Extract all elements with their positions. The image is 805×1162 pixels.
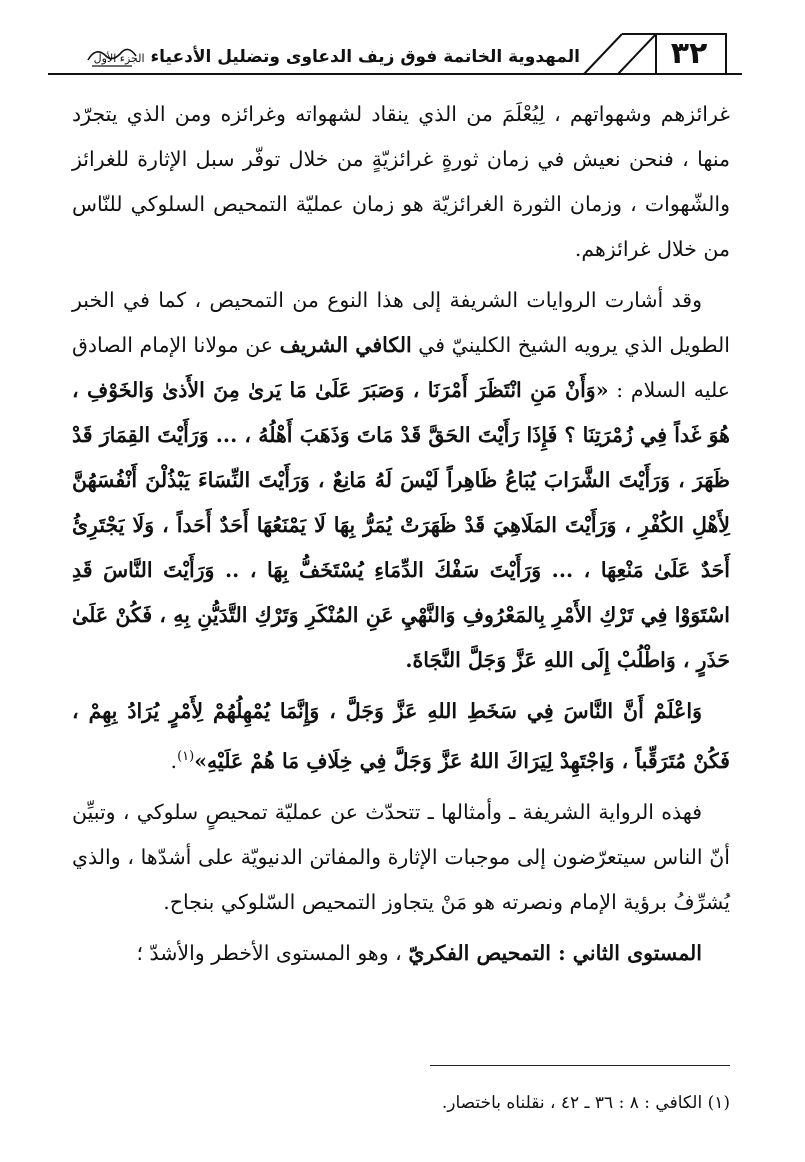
hadith-quote: «وَأَنْ مَنِ انْتَظَرَ أَمْرَنَا ، وَصَبَرَ عَلَىٰ مَا يَرىٰ مِنَ الأَذىٰ وَالخَوْفِ ، هُوَ غَداً فِي زُمْرَتِنَا ؟ فَإِذَا رَأَيْتَ الحَقَّ قَدْ مَاتَ وَذَهَبَ أَهْلُهُ ، ... وَرَأَيْتَ القِمَارَ قَدْ ظَهَرَ ، وَرَأَيْتَ الشَّرَابَ يُبَاعُ ظَاهِراً لَيْسَ لَهُ مَانِعٌ ، وَرَأَيْتَ النِّسَاءَ يَبْذُلْنَ أَنْفُسَهُنَّ لِأَهْلِ الكُفْرِ ، وَرَأَيْتَ المَلَاهِيَ قَدْ ظَهَرَتْ يُمَرُّ بِهَا لَا يَمْنَعُهَا أَحَدٌ أَحَداً ، وَلَا يَجْتَرِئُ أَحَدٌ عَلَىٰ مَنْعِهَا ، ... وَرَأَيْتَ سَفْكَ الدِّمَاءِ يُسْتَخَفُّ بِهَا ، .. وَرَأَيْتَ النَّاسَ قَدِ اسْتَوَوْا فِي تَرْكِ الأَمْرِ بِالمَعْرُوفِ وَالنَّهْيِ عَنِ المُنْكَرِ وَتَرْكِ التَّدَيُّنِ بِهِ ، فَكُنْ عَلَىٰ حَذَرٍ ، وَاطْلُبْ إِلَى اللهِ عَزَّ وَجَلَّ النَّجَاةَ. bbox=[72, 378, 730, 672]
hadith-quote-continued: وَاعْلَمْ أَنَّ النَّاسَ فِي سَخَطِ اللهِ عَزَّ وَجَلَّ ، وَإِنَّمَا يُمْهِلُهُمْ لِأَمْرٍ يُرَادُ بِهِمْ ، فَكُنْ مُتَرَقِّباً ، وَاجْتَهِدْ لِيَرَاكَ اللهُ عَزَّ وَجَلَّ فِي خِلَافِ مَا هُمْ عَلَيْهِ» bbox=[72, 699, 730, 773]
paragraph-1: غرائزهم وشهواتهم ، لِيُعْلَمَ من الذي ينقاد لشهواته وغرائزه ومن الذي يتجرّد منها ، فنحن نعيش في زمان ثورةٍ غرائزيّةٍ من خلال توفّر سبل الإثارة للغرائز والشّهوات ، وزمان الثورة الغرائزيّة هو زمان عمليّة التمحيص السلوكي للنّاس من خلال غرائزهم. bbox=[72, 102, 730, 261]
main-text bbox=[72, 92, 730, 982]
footnote-rule bbox=[430, 1065, 730, 1066]
running-title-text: المهدوية الخاتمة فوق زيف الدعاوى وتضليل الأدعياء bbox=[150, 47, 580, 67]
paragraph-4: فهذه الرواية الشريفة ـ وأمثالها ـ تتحدّث عن عمليّة تمحيصٍ سلوكي ، وتبيِّن أنّ الناس سيتعرّضون إلى موجبات الإثارة والمفاتن الدنيويّة على أشدّها ، والذي يُشرِّفُ برؤية الإمام ونصرته هو مَنْ يتجاوز التمحيص السّلوكي بنجاح. bbox=[72, 799, 730, 914]
paragraph-5 bbox=[72, 931, 730, 976]
footnote-ref: (١) bbox=[177, 749, 195, 764]
page-header bbox=[0, 0, 805, 90]
paragraph-2-mid: عن مولانا الإمام الصادق عليه السلام : bbox=[72, 333, 730, 402]
section-heading: المستوى الثاني : التمحيص الفكريّ bbox=[408, 940, 702, 965]
book-title: الكافي الشريف bbox=[279, 333, 412, 357]
page-number: ٣٢ bbox=[670, 36, 708, 71]
paragraph-2-intro: وقد أشارت الروايات الشريفة إلى هذا النوع من التمحيص ، كما في الخبر الطويل الذي يرويه الشيخ الكلينيّ في bbox=[72, 288, 730, 357]
paragraph-3: وَاعْلَمْ أَنَّ النَّاسَ فِي سَخَطِ اللهِ عَزَّ وَجَلَّ ، وَإِنَّمَا يُمْهِلُهُمْ لِأَمْرٍ يُرَادُ بِهِمْ ، فَكُنْ مُتَرَقِّباً ، وَاجْتَهِدْ لِيَرَاكَ اللهُ عَزَّ وَجَلَّ فِي خِلَافِ مَا هُمْ عَلَيْهِ»$^{(١)}$. bbox=[72, 699, 730, 773]
part-label: الجزء الأول bbox=[93, 52, 145, 65]
paragraph-5-text: ، وهو المستوى الأخطر والأشدّ ؛ bbox=[136, 940, 402, 965]
paragraph-2 bbox=[72, 278, 730, 683]
footnote: (١) الكافي : ٨ : ٣٦ ـ ٤٢ ، نقلناه باختصار. bbox=[441, 1093, 730, 1113]
running-title bbox=[60, 42, 580, 72]
